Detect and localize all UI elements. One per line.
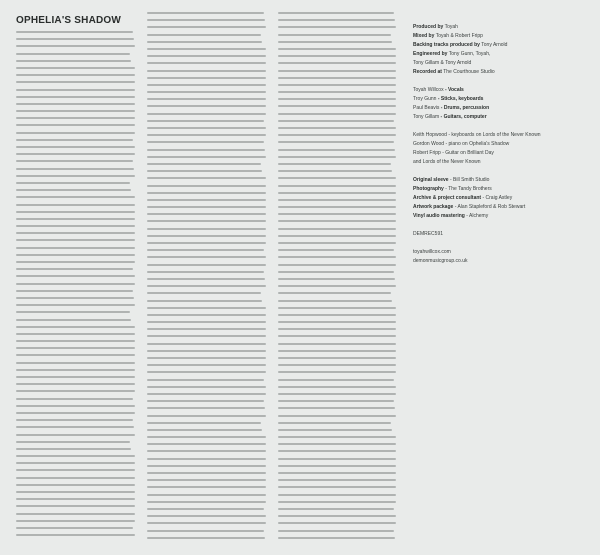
text-line — [278, 328, 396, 330]
text-line — [147, 149, 265, 151]
text-line — [278, 393, 396, 395]
poem-title: OPHELIA'S SHADOW — [16, 15, 122, 26]
text-line — [278, 386, 396, 388]
text-line — [16, 96, 135, 98]
text-line — [278, 364, 396, 366]
text-line — [16, 110, 135, 112]
text-line — [278, 494, 396, 496]
text-line — [278, 436, 396, 438]
credit-line: Robert Fripp - Guitar on Brilliant Day — [413, 150, 494, 156]
text-line — [278, 220, 396, 222]
text-line — [16, 89, 135, 91]
text-line — [16, 153, 135, 155]
text-line — [278, 530, 394, 532]
credit-line: Keith Hopwood - keyboards on Lords of the Never Known — [413, 132, 541, 138]
text-line — [278, 149, 395, 151]
text-line — [16, 204, 135, 206]
credits-block — [413, 23, 588, 275]
text-line — [16, 527, 133, 529]
credit-line: Original sleeve - Bill Smith Studio — [413, 177, 490, 183]
text-line — [278, 307, 396, 309]
text-line — [16, 376, 135, 378]
text-line — [147, 199, 266, 201]
text-line — [147, 450, 266, 452]
text-line — [278, 429, 392, 431]
text-line — [278, 156, 396, 158]
label-website: demonmusicgroup.co.uk — [413, 258, 468, 264]
text-line — [278, 472, 396, 474]
text-line — [147, 415, 266, 417]
text-line — [147, 393, 266, 395]
text-line — [16, 412, 135, 414]
text-line — [278, 264, 396, 266]
text-line — [278, 415, 396, 417]
credit-line: Toyah Willcox - Vocals — [413, 87, 464, 93]
text-line — [278, 141, 394, 143]
text-line — [147, 350, 266, 352]
text-line — [16, 398, 133, 400]
text-line — [278, 285, 396, 287]
text-line — [278, 213, 396, 215]
band-credits — [413, 86, 588, 122]
text-line — [147, 472, 266, 474]
text-line — [278, 450, 396, 452]
text-line — [147, 127, 266, 129]
text-line — [278, 12, 394, 14]
text-line — [278, 55, 396, 57]
text-line — [16, 469, 135, 471]
text-line — [147, 508, 264, 510]
text-line — [278, 292, 391, 294]
text-line — [16, 513, 135, 515]
text-line — [147, 443, 266, 445]
text-line — [278, 407, 395, 409]
text-line — [278, 70, 396, 72]
text-line — [16, 160, 133, 162]
text-line — [278, 113, 396, 115]
text-line — [16, 326, 135, 328]
text-line — [278, 300, 392, 302]
text-line — [16, 268, 133, 270]
text-line — [16, 369, 135, 371]
text-line — [278, 465, 396, 467]
text-line — [278, 235, 396, 237]
text-line — [278, 422, 391, 424]
text-line — [278, 379, 394, 381]
credit-line: Paul Beavis - Drums, percussion — [413, 105, 490, 111]
text-line — [16, 491, 135, 493]
text-line — [278, 77, 396, 79]
text-line — [278, 537, 395, 539]
text-line — [16, 211, 135, 213]
text-line — [16, 340, 135, 342]
text-line — [147, 264, 266, 266]
text-line — [278, 256, 396, 258]
text-line — [147, 357, 266, 359]
text-line — [16, 31, 133, 33]
credit-line: Produced by Toyah — [413, 24, 458, 30]
text-line — [16, 498, 135, 500]
credit-line: Engineered by Tony Gunn, Toyah, — [413, 51, 491, 57]
text-line — [278, 177, 396, 179]
text-line — [278, 508, 394, 510]
text-line — [278, 335, 396, 337]
text-line — [147, 400, 264, 402]
text-line — [16, 505, 135, 507]
text-line — [278, 163, 391, 165]
text-line — [147, 465, 266, 467]
text-line — [16, 132, 135, 134]
text-line — [278, 199, 396, 201]
text-line — [16, 448, 131, 450]
text-line — [16, 103, 135, 105]
text-line — [16, 319, 131, 321]
text-line — [147, 134, 266, 136]
text-line — [278, 400, 394, 402]
web-links — [413, 248, 588, 266]
text-line — [147, 19, 265, 21]
art-credits — [413, 176, 588, 221]
text-line — [278, 34, 391, 36]
text-line — [147, 422, 261, 424]
text-line — [16, 304, 135, 306]
text-line — [16, 311, 130, 313]
text-line — [147, 12, 264, 14]
text-line — [278, 91, 396, 93]
text-line — [16, 275, 135, 277]
text-line — [16, 484, 135, 486]
text-line — [147, 249, 264, 251]
text-line — [147, 55, 266, 57]
text-line — [147, 98, 266, 100]
text-line — [16, 124, 135, 126]
credit-line: Tony Gillam - Guitars, computer — [413, 114, 487, 120]
text-line — [16, 247, 135, 249]
credit-line: Photography - The Tandy Brothers — [413, 186, 492, 192]
text-line — [147, 335, 266, 337]
credit-line: Tony Gillam & Tony Arnold — [413, 60, 472, 66]
text-line — [147, 70, 266, 72]
text-line — [16, 38, 134, 40]
text-line — [16, 534, 135, 536]
production-credits — [413, 23, 588, 77]
text-line — [147, 429, 262, 431]
text-line — [16, 520, 135, 522]
credit-line: Troy Gunn - Sticks, keyboards — [413, 96, 484, 102]
text-line — [16, 175, 135, 177]
text-line — [147, 26, 266, 28]
text-line — [16, 290, 133, 292]
text-line — [16, 426, 134, 428]
text-line — [147, 522, 266, 524]
text-line — [278, 98, 396, 100]
poem-text-column-2 — [147, 12, 266, 546]
text-line — [278, 350, 396, 352]
text-line — [147, 458, 266, 460]
credit-line: Vinyl audio mastering - Alchemy — [413, 213, 489, 219]
text-line — [16, 390, 135, 392]
text-line — [147, 170, 262, 172]
text-line — [147, 91, 266, 93]
credit-line: Backing tracks produced by Tony Arnold — [413, 42, 508, 48]
text-line — [16, 182, 130, 184]
text-line — [278, 271, 394, 273]
text-line — [147, 436, 266, 438]
credit-line: Gordon Wood - piano on Ophelia's Shadow — [413, 141, 510, 147]
text-line — [147, 530, 264, 532]
text-line — [278, 120, 394, 122]
text-line — [147, 220, 266, 222]
text-line — [147, 307, 266, 309]
text-line — [278, 127, 396, 129]
text-line — [278, 249, 394, 251]
text-line — [16, 232, 135, 234]
text-line — [278, 134, 396, 136]
text-line — [16, 74, 135, 76]
text-line — [147, 163, 261, 165]
text-line — [278, 479, 396, 481]
text-line — [16, 168, 134, 170]
text-line — [278, 206, 396, 208]
credit-line: Artwork package - Alan Stapleford & Rob Stewart — [413, 204, 526, 210]
text-line — [16, 283, 135, 285]
text-line — [147, 379, 264, 381]
text-line — [278, 105, 396, 107]
poem-text-column-3 — [278, 12, 396, 546]
text-line — [147, 515, 266, 517]
text-line — [147, 278, 265, 280]
text-line — [278, 192, 396, 194]
text-line — [278, 501, 396, 503]
text-line — [16, 354, 135, 356]
text-line — [16, 53, 130, 55]
text-line — [16, 441, 130, 443]
text-line — [16, 455, 135, 457]
text-line — [16, 261, 135, 263]
text-line — [278, 515, 396, 517]
text-line — [147, 113, 266, 115]
text-line — [147, 206, 266, 208]
text-line — [278, 278, 395, 280]
text-line — [147, 285, 266, 287]
poem-text-column-1 — [16, 31, 135, 546]
text-line — [147, 156, 266, 158]
text-line — [16, 45, 135, 47]
text-line — [278, 185, 396, 187]
text-line — [16, 297, 134, 299]
text-line — [278, 84, 396, 86]
text-line — [16, 81, 135, 83]
text-line — [147, 77, 266, 79]
text-line — [278, 371, 396, 373]
text-line — [278, 443, 396, 445]
text-line — [147, 105, 266, 107]
text-line — [147, 48, 266, 50]
text-line — [147, 371, 266, 373]
text-line — [278, 242, 396, 244]
credit-line: Archive & project consultant - Craig Astley — [413, 195, 513, 201]
text-line — [278, 26, 396, 28]
text-line — [278, 486, 396, 488]
text-line — [147, 364, 266, 366]
credit-line: Recorded at The Courthouse Studio — [413, 69, 495, 75]
text-line — [147, 271, 264, 273]
catalog-number — [413, 230, 588, 239]
catalog-number-text: DEMREC591 — [413, 231, 444, 237]
text-line — [147, 185, 266, 187]
text-line — [147, 537, 265, 539]
text-line — [278, 314, 396, 316]
text-line — [147, 343, 266, 345]
text-line — [16, 117, 135, 119]
text-line — [147, 235, 266, 237]
text-line — [147, 242, 266, 244]
text-line — [147, 292, 261, 294]
text-line — [278, 321, 396, 323]
text-line — [16, 462, 135, 464]
text-line — [147, 479, 266, 481]
text-line — [147, 314, 266, 316]
credit-line: Mixed by Toyah & Robert Fripp — [413, 33, 483, 39]
text-line — [16, 60, 131, 62]
text-line — [16, 362, 135, 364]
text-line — [278, 19, 395, 21]
text-line — [278, 48, 396, 50]
text-line — [16, 477, 135, 479]
text-line — [16, 239, 135, 241]
text-line — [16, 218, 135, 220]
text-line — [278, 458, 396, 460]
text-line — [16, 333, 135, 335]
text-line — [278, 62, 396, 64]
guest-credits — [413, 131, 588, 167]
text-line — [147, 407, 265, 409]
text-line — [147, 256, 266, 258]
text-line — [147, 141, 264, 143]
text-line — [147, 486, 266, 488]
text-line — [147, 321, 266, 323]
text-line — [278, 522, 396, 524]
text-line — [16, 139, 133, 141]
text-line — [147, 120, 264, 122]
text-line — [147, 84, 266, 86]
text-line — [278, 228, 396, 230]
text-line — [147, 328, 266, 330]
text-line — [147, 386, 266, 388]
artist-website: toyahwillcox.com — [413, 249, 451, 255]
credit-line: and Lords of the Never Known — [413, 159, 481, 165]
text-line — [147, 501, 266, 503]
text-line — [147, 41, 262, 43]
text-line — [16, 146, 135, 148]
text-line — [16, 383, 135, 385]
text-line — [147, 213, 266, 215]
text-line — [147, 62, 266, 64]
text-line — [278, 343, 396, 345]
text-line — [147, 300, 262, 302]
text-line — [147, 192, 266, 194]
text-line — [16, 405, 135, 407]
text-line — [147, 34, 261, 36]
text-line — [147, 177, 266, 179]
text-line — [278, 357, 396, 359]
text-line — [16, 196, 135, 198]
text-line — [16, 254, 135, 256]
text-line — [16, 189, 131, 191]
text-line — [147, 228, 266, 230]
text-line — [16, 67, 135, 69]
text-line — [278, 41, 392, 43]
text-line — [278, 170, 392, 172]
text-line — [16, 347, 135, 349]
text-line — [147, 494, 266, 496]
text-line — [16, 225, 135, 227]
text-line — [16, 434, 135, 436]
text-line — [16, 419, 133, 421]
